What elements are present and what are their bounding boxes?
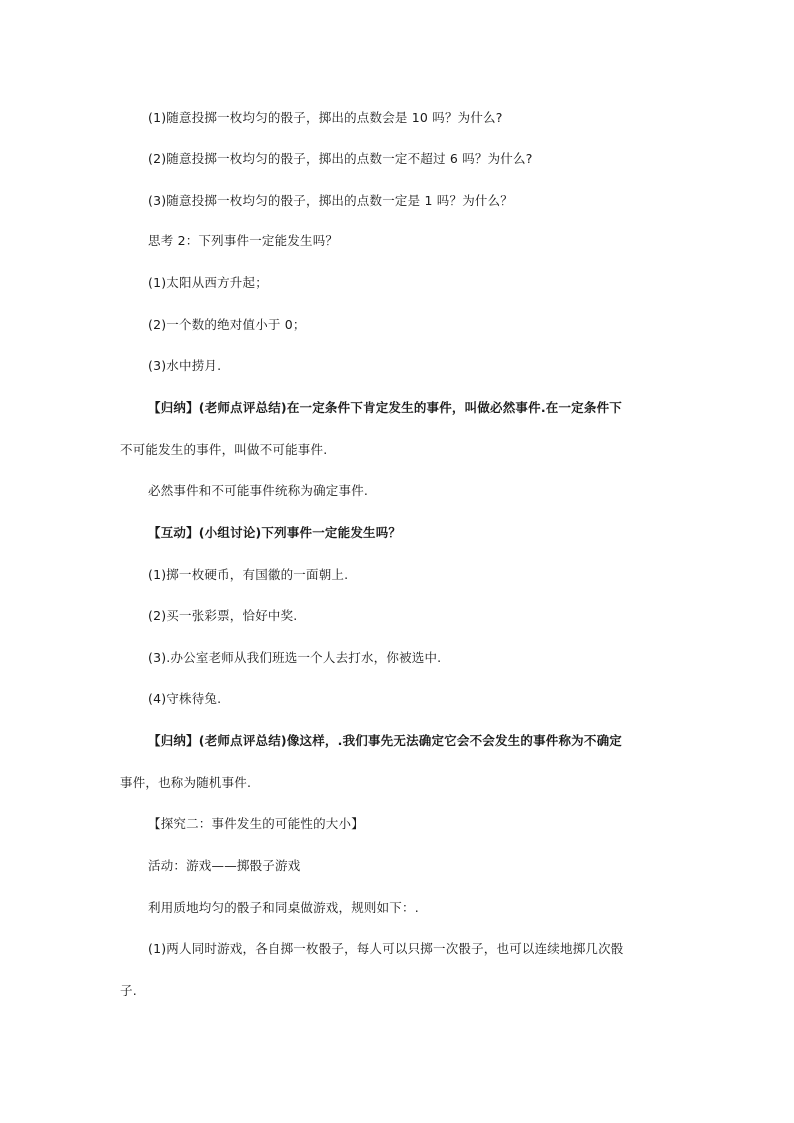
interaction-item-2: (2)买一张彩票，恰好中奖. — [148, 608, 298, 623]
rule-1-line-1: (1)两人同时游戏，各自掷一枚骰子，每人可以只掷一次骰子，也可以连续地掷几次骰 — [148, 941, 624, 956]
interaction-item-4: (4)守株待兔. — [148, 691, 222, 706]
question-2: (2)随意投掷一枚均匀的骰子，掷出的点数一定不超过 6 吗？为什么? — [148, 151, 533, 166]
question-1: (1)随意投掷一枚均匀的骰子，掷出的点数会是 10 吗？为什么? — [148, 110, 503, 125]
summary-2-line-2: 事件，也称为随机事件. — [120, 775, 252, 790]
explore-2-heading: 【探究二：事件发生的可能性的大小】 — [148, 816, 364, 831]
activity-title: 活动：游戏——掷骰子游戏 — [148, 858, 301, 873]
interaction-heading: 【互动】(小组讨论)下列事件一定能发生吗？ — [148, 525, 402, 540]
game-rules-intro: 利用质地均匀的骰子和同桌做游戏，规则如下：. — [148, 900, 419, 915]
question-3: (3)随意投掷一枚均匀的骰子，掷出的点数一定是 1 吗？为什么？ — [148, 193, 514, 208]
definite-events-note: 必然事件和不可能事件统称为确定事件. — [148, 483, 369, 498]
summary-1-line-1: 【归纳】(老师点评总结)在一定条件下肯定发生的事件，叫做必然事件.在一定条件下 — [148, 400, 622, 415]
interaction-item-3: (3).办公室老师从我们班选一个人去打水，你被选中. — [148, 650, 442, 665]
event-2: (2)一个数的绝对值小于 0； — [148, 317, 306, 332]
event-1: (1)太阳从西方升起； — [148, 275, 268, 290]
event-3: (3)水中捞月. — [148, 358, 222, 373]
think-2-heading: 思考 2：下列事件一定能发生吗？ — [148, 233, 339, 248]
summary-1-line-2: 不可能发生的事件，叫做不可能事件. — [120, 442, 328, 457]
summary-2-line-1: 【归纳】(老师点评总结)像这样，.我们事先无法确定它会不会发生的事件称为不确定 — [148, 733, 622, 748]
rule-1-line-2: 子. — [120, 983, 137, 998]
interaction-item-1: (1)掷一枚硬币，有国徽的一面朝上. — [148, 567, 349, 582]
